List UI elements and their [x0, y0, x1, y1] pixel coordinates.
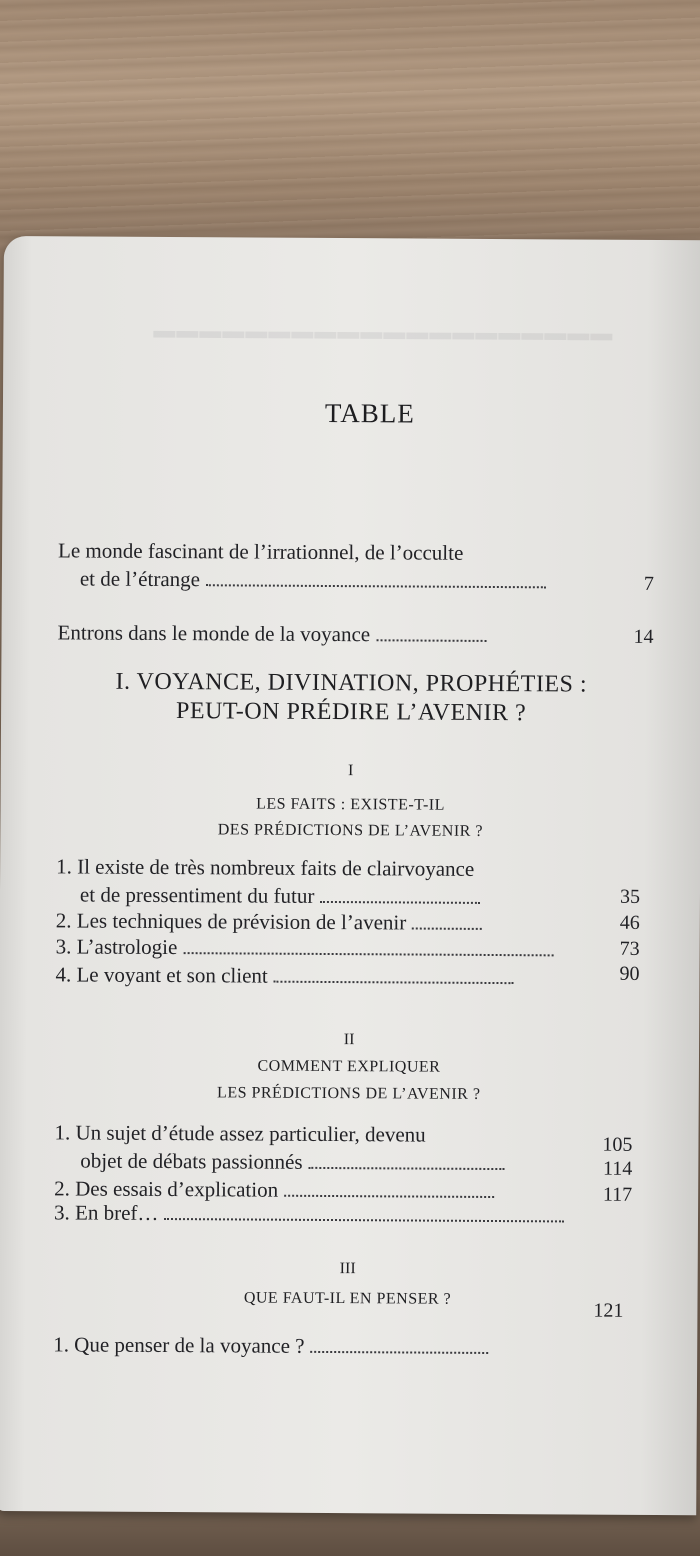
- toc-entry-text: 1. Que penser de la voyance ?: [53, 1332, 305, 1358]
- page-number: 35: [619, 885, 641, 908]
- page-number: 105: [602, 1133, 633, 1156]
- chapter-numeral: I: [348, 762, 354, 780]
- page-number: 46: [619, 911, 640, 934]
- toc-entry-text: 3. En bref…: [53, 1200, 159, 1225]
- toc-entry-text-cont: objet de débats passionnés: [80, 1148, 303, 1174]
- wooden-table-surface: [0, 0, 700, 250]
- chapter-numeral: II: [343, 1031, 355, 1049]
- toc-entry-text: Entrons dans le monde de la voyance: [57, 620, 371, 647]
- toc-entry-intro-2: [58, 620, 487, 648]
- chapter-title-line1: LES FAITS : EXISTE-T-IL: [256, 795, 445, 814]
- toc-entry-text: 4. Le voyant et son client: [55, 962, 268, 988]
- dot-leader: [183, 952, 553, 956]
- chapter-title-line2: LES PRÉDICTIONS DE L’AVENIR ?: [217, 1084, 481, 1103]
- dot-leader: [309, 1167, 505, 1170]
- toc-entry-text: 3. L’astrologie: [55, 934, 178, 960]
- show-through-shadow: ▬▬▬▬▬▬▬▬▬▬▬▬▬▬▬▬▬▬▬▬: [153, 325, 614, 354]
- toc-entry: [54, 1200, 565, 1228]
- toc-entry: [56, 908, 483, 936]
- chapter-numeral: III: [339, 1260, 356, 1278]
- dot-leader: [376, 639, 486, 642]
- toc-entry-text: 2. Des essais d’explication: [54, 1176, 279, 1202]
- part-heading-line2: PEUT-ON PRÉDIRE L’AVENIR ?: [175, 698, 527, 727]
- dot-leader: [274, 981, 514, 984]
- page-number: 121: [593, 1299, 624, 1322]
- toc-entry: [55, 962, 513, 990]
- toc-entry-text-cont: et de pressentiment du futur: [79, 882, 315, 908]
- chapter-title-line2: DES PRÉDICTIONS DE L’AVENIR ?: [217, 821, 484, 840]
- dot-leader: [310, 1351, 488, 1354]
- dot-leader: [206, 584, 546, 588]
- dot-leader: [412, 928, 482, 930]
- toc-entry-text: 1. Un sujet d’étude assez particulier, devenu: [54, 1120, 426, 1147]
- toc-entry-text: 2. Les techniques de prévision de l’avenir: [55, 908, 407, 935]
- toc-entry: [56, 854, 474, 882]
- toc-entry-intro-1: [58, 538, 463, 565]
- chapter-title-line1: QUE FAUT-IL EN PENSER ?: [243, 1289, 452, 1308]
- page-number: 7: [643, 572, 654, 595]
- page-number: 73: [619, 937, 640, 960]
- toc-entry-text: Le monde fascinant de l’irrationnel, de l’occulte: [58, 538, 464, 565]
- toc-entry-intro-1-cont: [80, 566, 546, 594]
- page-number: 90: [619, 962, 640, 985]
- page-number: 14: [633, 625, 654, 648]
- toc-entry-cont: [80, 1148, 504, 1176]
- chapter-title-line1: COMMENT EXPLIQUER: [257, 1057, 441, 1076]
- book-page: [0, 236, 700, 1515]
- toc-entry-cont: [80, 882, 481, 909]
- toc-entry-text-cont: et de l’étrange: [79, 566, 201, 592]
- page-number: 117: [602, 1183, 633, 1206]
- toc-title: TABLE: [324, 397, 415, 429]
- dot-leader: [164, 1218, 564, 1222]
- toc-entry-text: 1. Il existe de très nombreux faits de clairvoyance: [56, 854, 475, 881]
- toc-entry: [56, 934, 554, 962]
- toc-entry: [53, 1332, 488, 1360]
- part-heading-line1: I. VOYANCE, DIVINATION, PROPHÉTIES :: [115, 668, 588, 698]
- toc-entry: [54, 1120, 425, 1147]
- dot-leader: [320, 901, 480, 904]
- page-number: 114: [602, 1157, 633, 1180]
- dot-leader: [284, 1195, 494, 1198]
